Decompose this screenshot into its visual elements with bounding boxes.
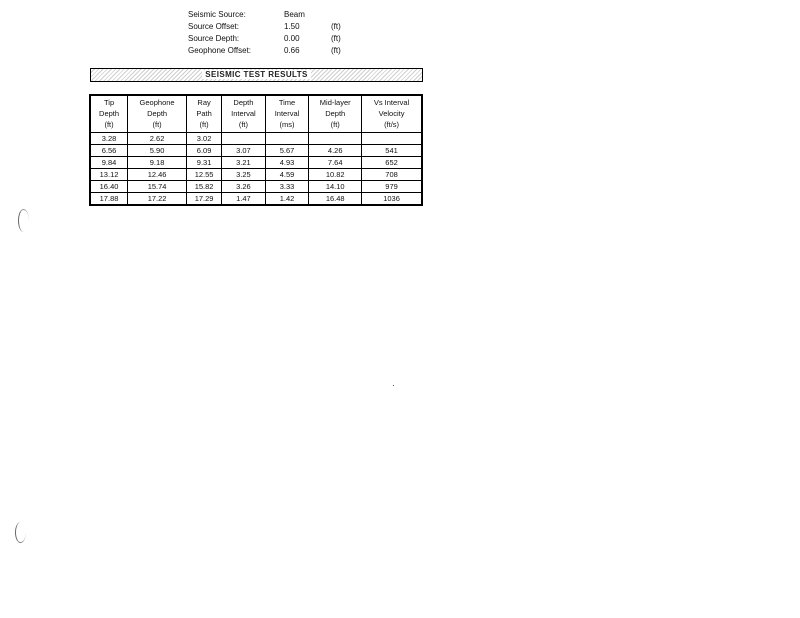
- cell-time-interval: 4.93: [265, 157, 309, 169]
- table-row: [90, 169, 422, 181]
- results-banner-title: SEISMIC TEST RESULTS: [202, 70, 311, 79]
- param-unit: (ft): [331, 22, 341, 31]
- cell-mid-layer-depth: [309, 133, 362, 145]
- param-row: [188, 33, 358, 45]
- table-row: [90, 157, 422, 169]
- scan-artifact: [18, 209, 29, 232]
- cell-time-interval: 5.67: [265, 145, 309, 157]
- table-row: [90, 181, 422, 193]
- table-header-row: [90, 95, 422, 133]
- param-label: Source Offset:: [188, 22, 239, 31]
- param-unit: (ft): [331, 34, 341, 43]
- cell-depth-interval: [222, 133, 266, 145]
- cell-geophone-depth: 5.90: [128, 145, 187, 157]
- cell-geophone-depth: 9.18: [128, 157, 187, 169]
- cell-depth-interval: 3.26: [222, 181, 266, 193]
- column-header: Vs Interval Velocity (ft/s): [362, 95, 422, 133]
- param-value: 1.50: [284, 22, 300, 31]
- param-value: 0.66: [284, 46, 300, 55]
- param-label: Geophone Offset:: [188, 46, 252, 55]
- param-row: [188, 45, 358, 57]
- cell-tip-depth: 16.40: [90, 181, 128, 193]
- cell-vs-interval-velocity: 708: [362, 169, 422, 181]
- cell-mid-layer-depth: 16.48: [309, 193, 362, 206]
- param-row: [188, 9, 358, 21]
- cell-ray-path: 6.09: [187, 145, 222, 157]
- cell-geophone-depth: 2.62: [128, 133, 187, 145]
- cell-mid-layer-depth: 7.64: [309, 157, 362, 169]
- param-label: Seismic Source:: [188, 10, 246, 19]
- column-header: Mid-layer Depth (ft): [309, 95, 362, 133]
- cell-time-interval: 3.33: [265, 181, 309, 193]
- column-header: Ray Path (ft): [187, 95, 222, 133]
- cell-ray-path: 15.82: [187, 181, 222, 193]
- column-header: Geophone Depth (ft): [128, 95, 187, 133]
- seismic-results-table: [89, 94, 423, 206]
- cell-ray-path: 12.55: [187, 169, 222, 181]
- cell-depth-interval: 3.21: [222, 157, 266, 169]
- cell-vs-interval-velocity: 1036: [362, 193, 422, 206]
- cell-time-interval: 4.59: [265, 169, 309, 181]
- scan-artifact: [15, 522, 26, 543]
- cell-mid-layer-depth: 14.10: [309, 181, 362, 193]
- cell-tip-depth: 3.28: [90, 133, 128, 145]
- param-unit: (ft): [331, 46, 341, 55]
- column-header: Tip Depth (ft): [90, 95, 128, 133]
- cell-vs-interval-velocity: 979: [362, 181, 422, 193]
- cell-vs-interval-velocity: 541: [362, 145, 422, 157]
- table-row: [90, 145, 422, 157]
- param-label: Source Depth:: [188, 34, 240, 43]
- cell-geophone-depth: 17.22: [128, 193, 187, 206]
- cell-time-interval: [265, 133, 309, 145]
- table-row: [90, 133, 422, 145]
- cell-geophone-depth: 12.46: [128, 169, 187, 181]
- cell-vs-interval-velocity: [362, 133, 422, 145]
- scan-speck: [393, 385, 394, 386]
- cell-tip-depth: 13.12: [90, 169, 128, 181]
- param-value: Beam: [284, 10, 305, 19]
- cell-tip-depth: 17.88: [90, 193, 128, 206]
- param-value: 0.00: [284, 34, 300, 43]
- column-header: Depth Interval (ft): [222, 95, 266, 133]
- results-banner: [90, 68, 423, 82]
- cell-depth-interval: 1.47: [222, 193, 266, 206]
- cell-vs-interval-velocity: 652: [362, 157, 422, 169]
- cell-mid-layer-depth: 10.82: [309, 169, 362, 181]
- param-row: [188, 21, 358, 33]
- cell-time-interval: 1.42: [265, 193, 309, 206]
- cell-ray-path: 17.29: [187, 193, 222, 206]
- cell-ray-path: 3.02: [187, 133, 222, 145]
- test-parameters: [188, 9, 358, 57]
- cell-tip-depth: 6.56: [90, 145, 128, 157]
- column-header: Time Interval (ms): [265, 95, 309, 133]
- cell-geophone-depth: 15.74: [128, 181, 187, 193]
- cell-ray-path: 9.31: [187, 157, 222, 169]
- cell-mid-layer-depth: 4.26: [309, 145, 362, 157]
- cell-tip-depth: 9.84: [90, 157, 128, 169]
- cell-depth-interval: 3.25: [222, 169, 266, 181]
- cell-depth-interval: 3.07: [222, 145, 266, 157]
- table-row: [90, 193, 422, 206]
